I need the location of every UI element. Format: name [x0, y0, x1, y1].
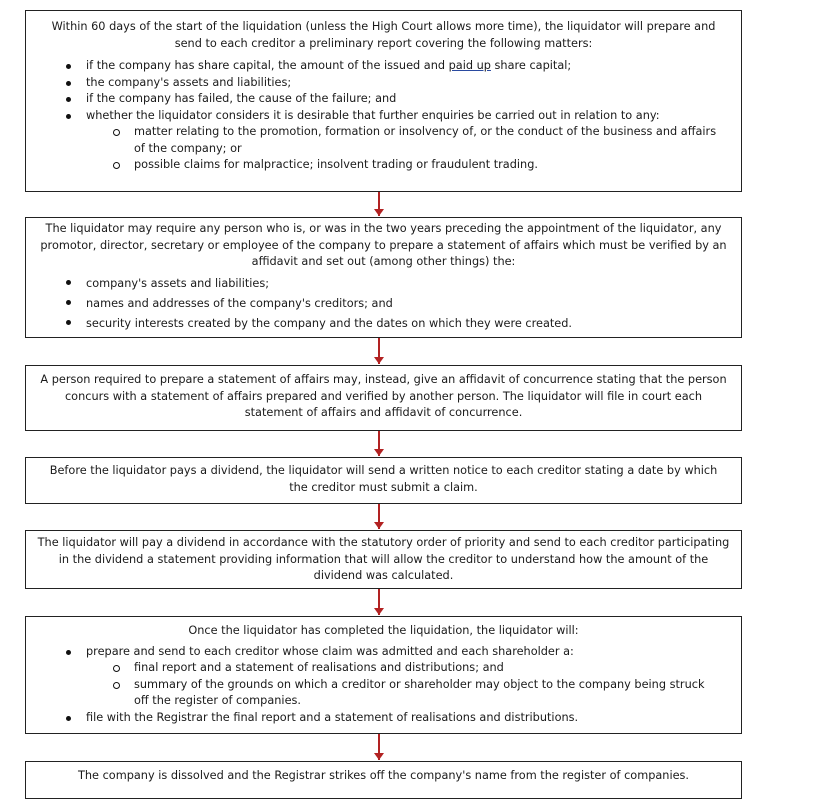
sub-list-item: final report and a statement of realisations and distributions; and	[26, 660, 741, 677]
flow-arrow	[373, 192, 385, 216]
step-affidavit-of-concurrence-text: A person required to prepare a statement of affairs may, instead, give an affidavit of concurrence stating that the person concurs with a statement of affairs prepared and verified by another person. The liquidator will file in court each statement of affairs and affidavit of concurrence.	[40, 373, 727, 419]
flow-arrow	[373, 431, 385, 456]
step-preliminary-report	[25, 10, 742, 192]
list-item: the company's assets and liabilities;	[26, 75, 741, 92]
step-preliminary-report-intro: Within 60 days of the start of the liquidation (unless the High Court allows more time), the liquidator will prepare and send to each creditor a preliminary report covering the following matters:	[51, 20, 716, 50]
step-notice-to-creditors	[25, 457, 742, 504]
sub-list-item: summary of the grounds on which a creditor or shareholder may object to the company being struck off the register of companies.	[26, 677, 741, 710]
step-statement-of-affairs-intro: The liquidator may require any person who is, or was in the two years preceding the appointment of the liquidator, any promotor, director, secretary or employee of the company to prepare a statement of affairs which must be verified by an affidavit and set out (among other things) the:	[40, 222, 727, 268]
step-notice-to-creditors-text: Before the liquidator pays a dividend, the liquidator will send a written notice to each creditor stating a date by which the creditor must submit a claim.	[49, 464, 718, 494]
step-pay-dividend-text: The liquidator will pay a dividend in accordance with the statutory order of priority and send to each creditor participating in the dividend a statement providing information that will allow the creditor to understand how the amount of the dividend was calculated.	[37, 536, 730, 582]
step-affidavit-of-concurrence	[25, 365, 742, 431]
list-item: whether the liquidator considers it is desirable that further enquiries be carried out in relation to any:	[26, 108, 741, 125]
flow-arrow	[373, 504, 385, 529]
step-complete-liquidation-intro: Once the liquidator has completed the liquidation, the liquidator will:	[188, 624, 579, 637]
sub-list-item: matter relating to the promotion, formation or insolvency of, or the conduct of the business and affairs of the company; or	[26, 124, 741, 157]
step-company-dissolved-text: The company is dissolved and the Registrar strikes off the company's name from the register of companies.	[77, 769, 690, 782]
flow-arrow	[373, 734, 385, 760]
step-complete-liquidation	[25, 616, 742, 734]
list-item: file with the Registrar the final report and a statement of realisations and distributions.	[26, 710, 741, 727]
flow-arrow	[373, 338, 385, 364]
list-item: if the company has share capital, the amount of the issued and paid up share capital;	[26, 58, 741, 75]
list-item: security interests created by the company and the dates on which they were created.	[26, 314, 741, 334]
sub-list-item: possible claims for malpractice; insolvent trading or fraudulent trading.	[26, 157, 741, 174]
flow-arrow	[373, 589, 385, 615]
step-statement-of-affairs	[25, 217, 742, 338]
list-item: prepare and send to each creditor whose claim was admitted and each shareholder a:	[26, 644, 741, 661]
step-company-dissolved	[25, 761, 742, 799]
list-item: names and addresses of the company's creditors; and	[26, 294, 741, 314]
step-pay-dividend	[25, 530, 742, 589]
list-item: if the company has failed, the cause of the failure; and	[26, 91, 741, 108]
list-item: company's assets and liabilities;	[26, 274, 741, 294]
